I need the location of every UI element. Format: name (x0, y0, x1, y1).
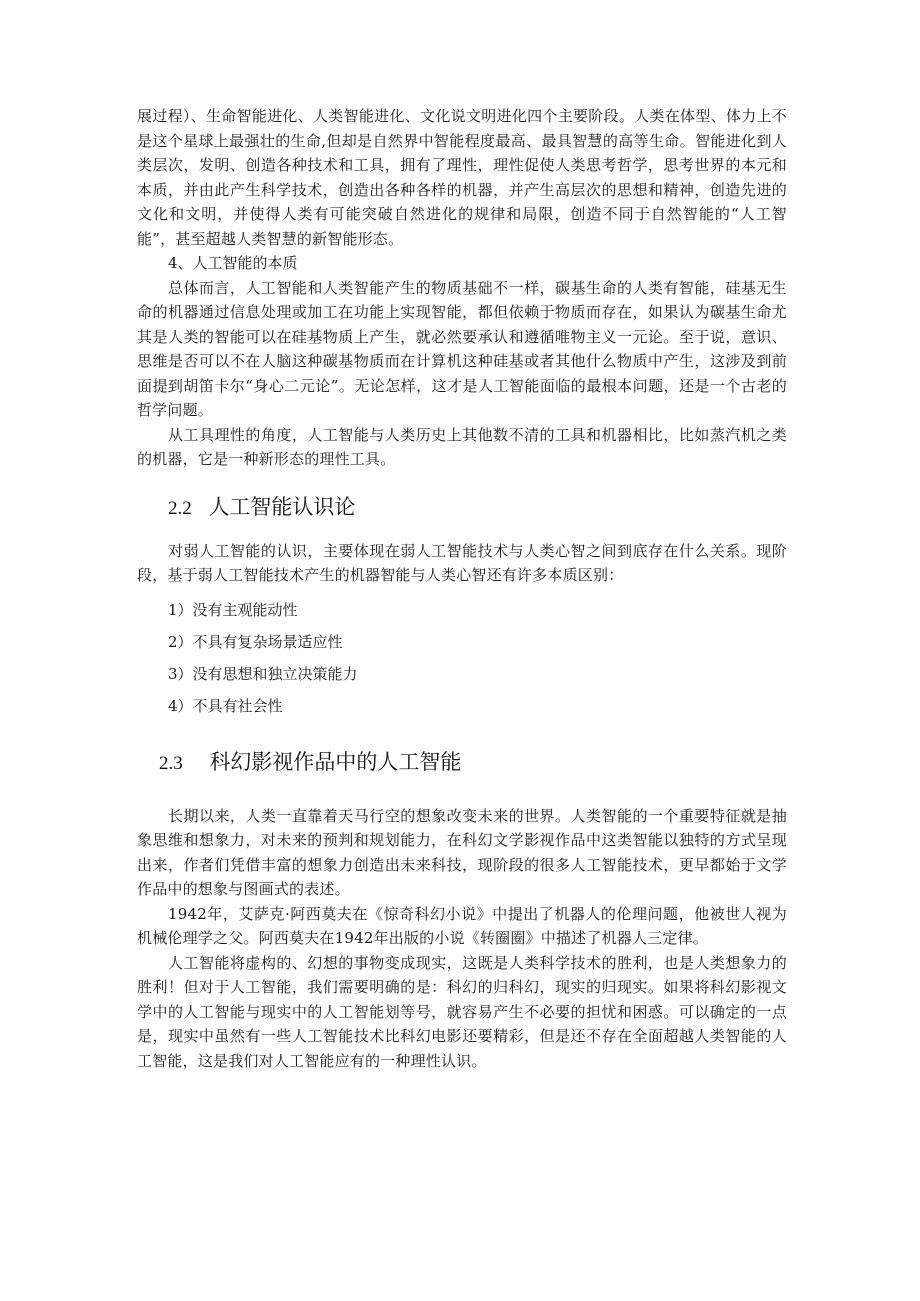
list-item: 1）没有主观能动性 (168, 600, 298, 619)
section-2-3-title: 科幻影视作品中的人工智能 (209, 749, 462, 774)
section-2-2-paragraph: 对弱人工智能的认识，主要体现在弱人工智能技术与人类心智之间到底存在什么关系。现阶段，基于弱人工智能技术产生的机器智能与人类心智还有许多本质区别： (137, 541, 787, 584)
subsection-4-paragraph: 从工具理性的角度，人工智能与人类历史上其他数不清的工具和机器相比，比如蒸汽机之类的机器，它是一种新形态的理性工具。 (137, 425, 787, 468)
section-2-3-number: 2.3 (159, 752, 183, 774)
section-2-3-paragraph: 长期以来，人类一直靠着天马行空的想象改变未来的世界。人类智能的一个重要特征就是抽象思维和想象力，对未来的预判和规划能力，在科幻文学影视作品中这类智能以独特的方式呈现出来，作者们凭借丰富的想象力创造出未来科技，现阶段的很多人工智能技术，更早都始于文学作品中的想象与图画式的表述。 (137, 806, 787, 898)
list-item: 4）不具有社会性 (168, 696, 283, 715)
section-2-3-heading (159, 746, 787, 780)
section-2-3-paragraph: 人工智能将虚构的、幻想的事物变成现实，这既是人类科学技术的胜利，也是人类想象力的胜利！但对于人工智能，我们需要明确的是：科幻的归科幻，现实的归现实。如果将科幻影视文学中的人工智能与现实中的人工智能划等号，就容易产生不必要的担忧和困惑。可以确定的一点是，现实中虽然有一些人工智能技术比科幻电影还要精彩，但是还不存在全面超越人类智能的人工智能，这是我们对人工智能应有的一种理性认识。 (137, 953, 787, 1070)
section-2-2-title: 人工智能认识论 (208, 494, 356, 519)
list-item: 3）没有思想和独立决策能力 (168, 664, 358, 683)
section-2-2-list (137, 594, 787, 722)
section-2-2-heading (168, 491, 787, 525)
subsection-4-heading: 4、人工智能的本质 (168, 254, 298, 272)
document-page (137, 104, 787, 1073)
intro-paragraph: 展过程）、生命智能进化、人类智能进化、文化说文明进化四个主要阶段。人类在体型、体力上不是这个星球上最强壮的生命,但却是自然界中智能程度最高、最具智慧的高等生命。智能进化到人类层次，发明、创造各种技术和工具，拥有了理性，理性促使人类思考哲学，思考世界的本元和本质，并由此产生科学技术，创造出各种各样的机器，并产生高层次的思想和精神，创造先进的文化和文明，并使得人类有可能突破自然进化的规律和局限，创造不同于自然智能的“人工智能”，甚至超越人类智慧的新智能形态。 (137, 107, 787, 248)
subsection-4-paragraph: 总体而言，人工智能和人类智能产生的物质基础不一样，碳基生命的人类有智能，硅基无生命的机器通过信息处理或加工在功能上实现智能，都但依赖于物质而存在，如果认为碳基生命尤其是人类的智能可以在硅基物质上产生，就必然要承认和遵循唯物主义一元论。至于说，意识、思维是否可以不在人脑这种碳基物质而在计算机这种硅基或者其他什么物质中产生，这涉及到前面提到胡笛卡尔“身心二元论”。无论怎样，这才是人工智能面临的最根本问题，还是一个古老的哲学问题。 (137, 278, 787, 419)
section-2-3-paragraph: 1942年，艾萨克·阿西莫夫在《惊奇科幻小说》中提出了机器人的伦理问题，他被世人视为机械伦理学之父。阿西莫夫在1942年出版的小说《转圈圈》中描述了机器人三定律。 (137, 904, 787, 947)
section-2-2-number: 2.2 (168, 497, 192, 519)
list-item: 2）不具有复杂场景适应性 (168, 632, 343, 651)
